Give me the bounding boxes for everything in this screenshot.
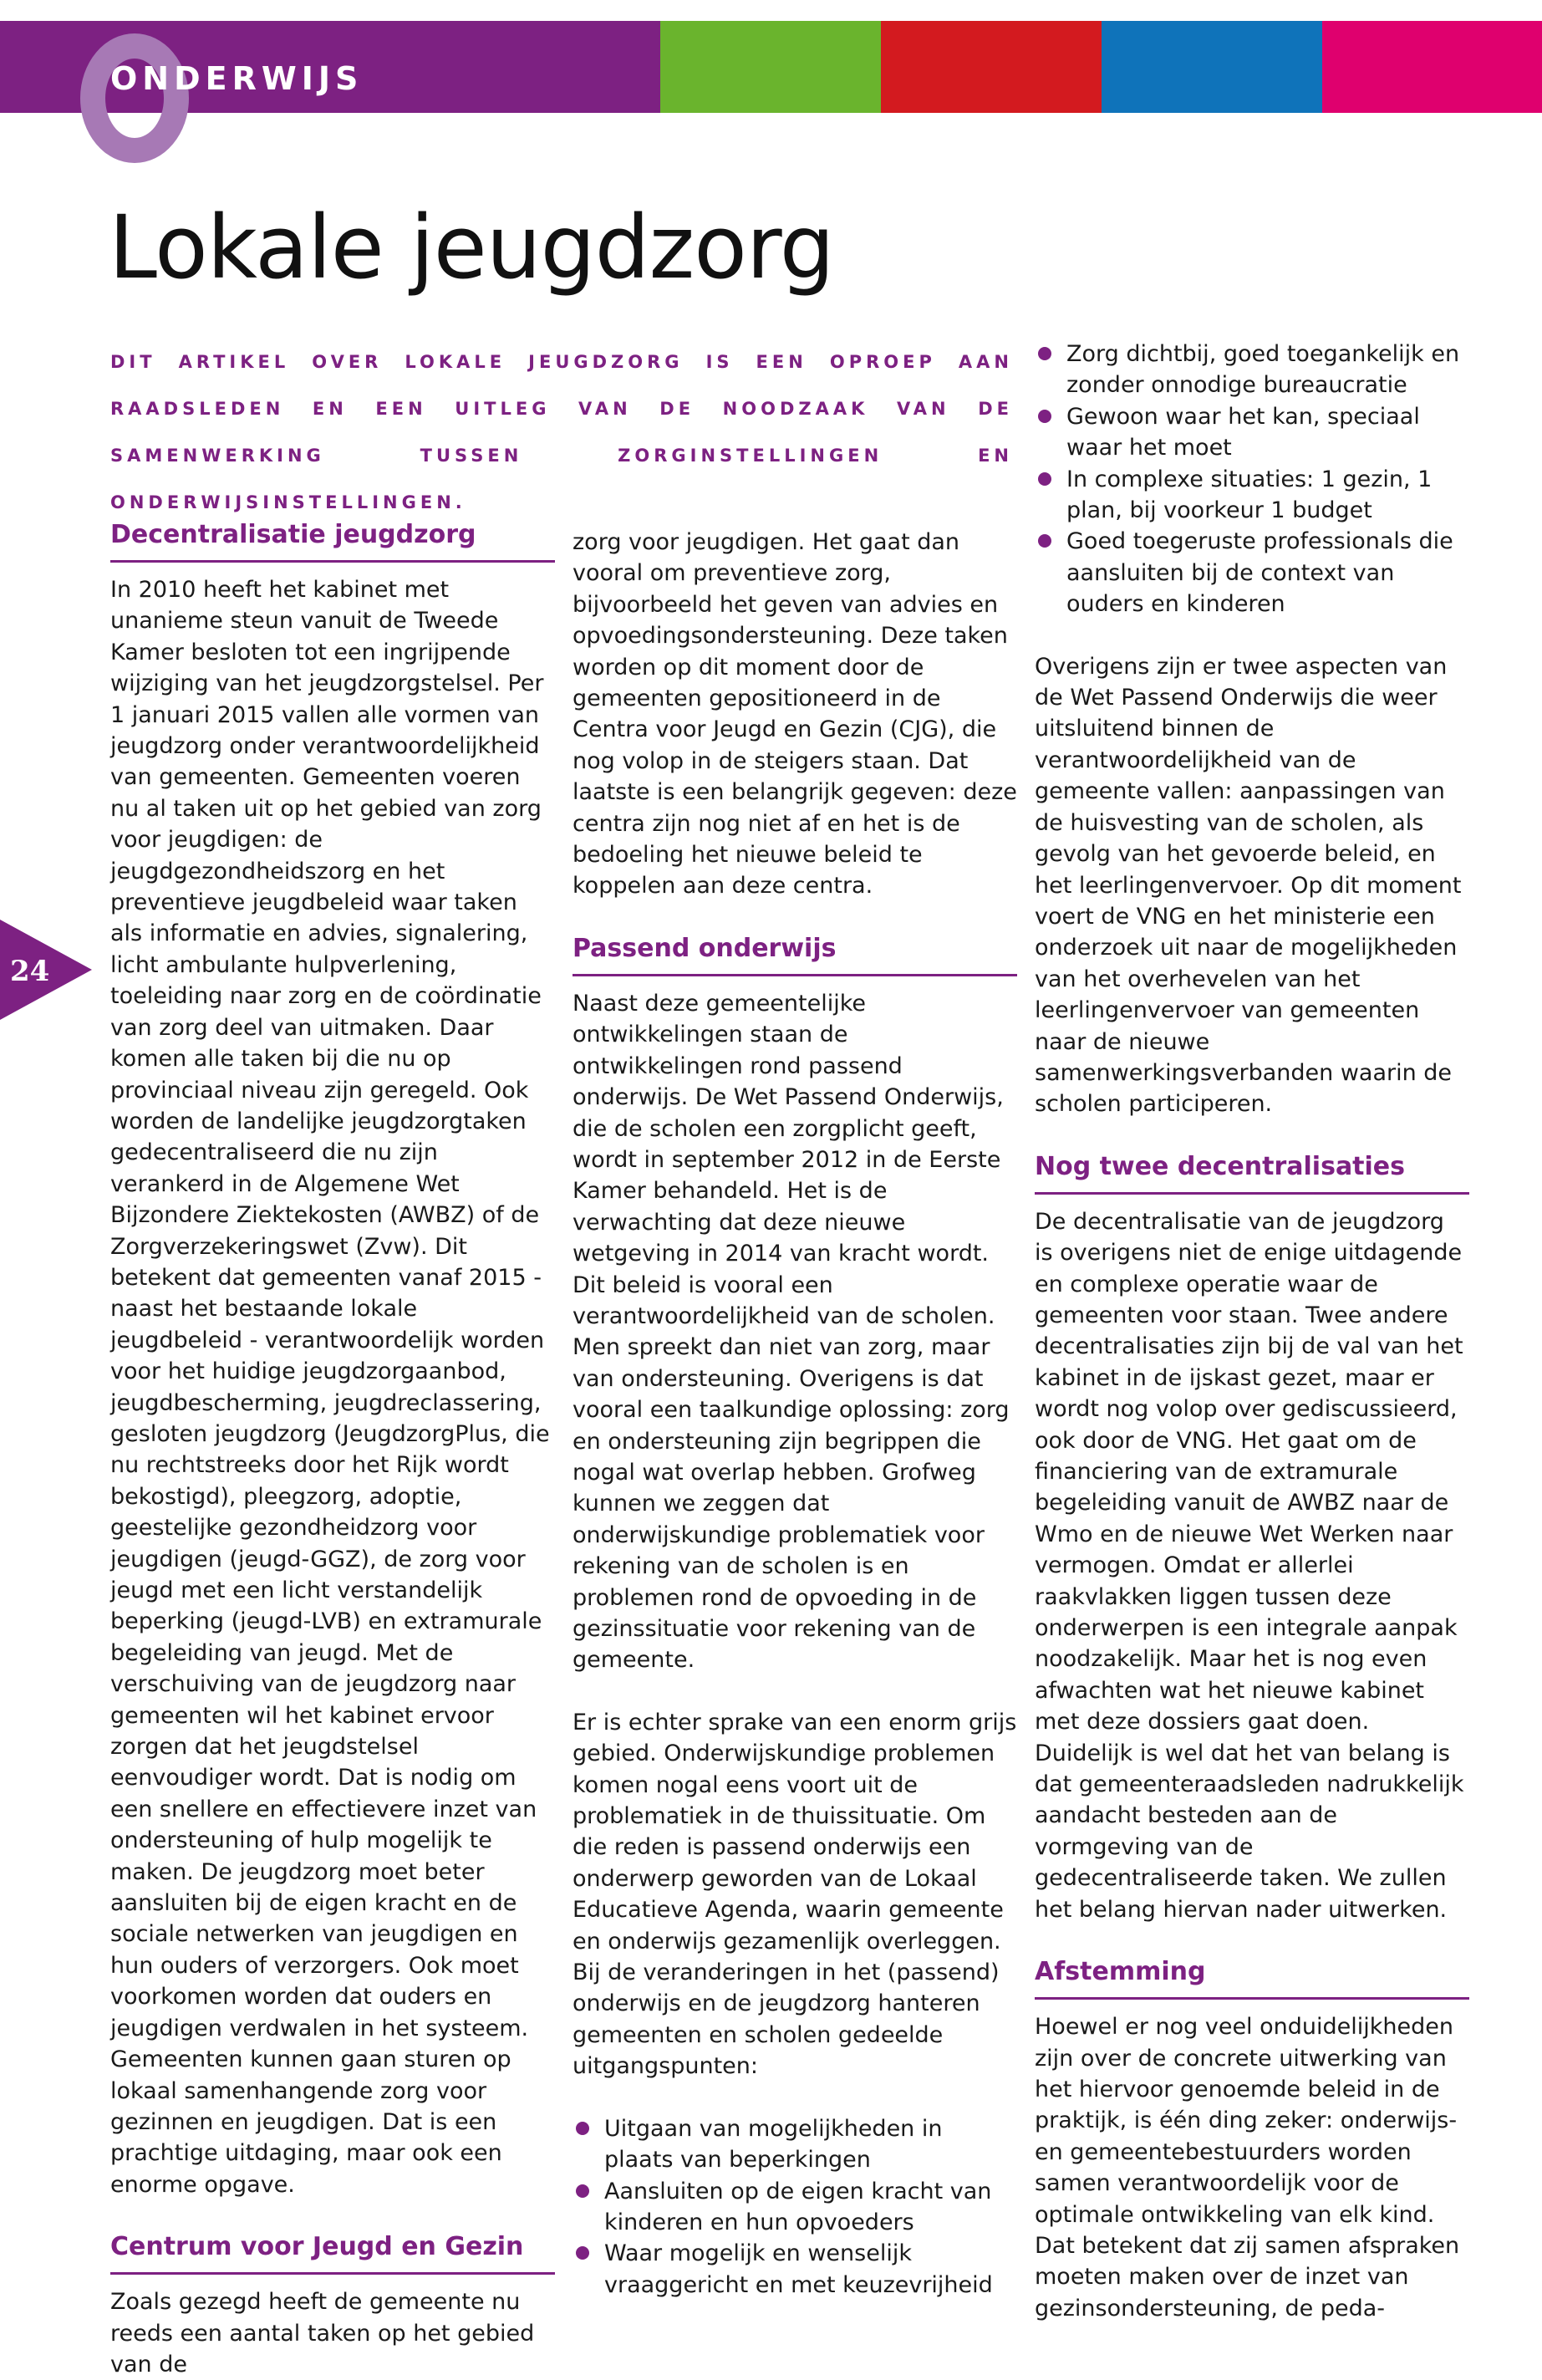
bullet-list (1035, 339, 1469, 620)
page-number: 24 (10, 955, 50, 988)
section-letter-o-icon (80, 33, 189, 163)
intro-lead: DIT ARTIKEL OVER LOKALE JEUGDZORG IS EEN OPROEP AAN RAADSLEDEN EN EEN UITLEG VAN DE NOODZAAK VAN DE SAMENWERKING TUSSEN ZORGINSTELLINGEN EN ONDERWIJSINSTELLINGEN. (110, 352, 1013, 512)
list-item: Aansluiten op de eigen kracht van kinderen en hun opvoeders (573, 2176, 1017, 2239)
column-3 (1035, 339, 1469, 2324)
column-1 (110, 518, 555, 2380)
list-item: Uitgaan van mogelijkheden in plaats van beperkingen (573, 2113, 1017, 2176)
heading-passend-onderwijs: Passend onderwijs (573, 932, 1017, 976)
paragraph: Zoals gezegd heeft de gemeente nu reeds een aantal taken op het gebied van de (110, 2289, 535, 2377)
paragraph: In 2010 heeft het kabinet met unanieme steun vanuit de Tweede Kamer besloten tot een ingrijpende wijziging van het jeugdzorgstelsel. Per 1 januari 2015 vallen alle vormen van jeugdzorg onder verantwoordelijkheid van gemeenten. Gemeenten voeren nu al taken uit op het gebied van zorg voor jeugdigen: de jeugdgezondheidszorg en het preventieve jeugdbeleid waar taken als informatie en advies, signalering, licht ambulante hulpverlening, toeleiding naar zorg en de coördinatie van zorg deel van uitmaken. Daar komen alle taken bij die nu op provinciaal niveau zijn geregeld. Ook worden de landelijke jeugdzorgtaken gedecentraliseerd die nu zijn verankerd in de Algemene Wet Bijzondere Ziektekosten (AWBZ) of de Zorgverzekeringswet (Zvw). Dit betekent dat gemeenten vanaf 2015 - naast het bestaande lokale jeugdbeleid - verantwoordelijk worden voor het huidige jeugdzorgaanbod, jeugdbescherming, jeugdreclassering, gesloten jeugdzorg (JeugdzorgPlus, die nu rechtstreeks door het Rijk wordt bekostigd), pleegzorg, adoptie, geestelijke gezondheidzorg voor jeugdigen (jeugd-GGZ), de zorg voor jeugd met een licht verstandelijk beperking (jeugd-LVB) en extramurale begeleiding van jeugd. Met de verschuiving van de jeugdzorg naar gemeenten wil het kabinet ervoor zorgen dat het jeugdstelsel eenvoudiger wordt. Dat is nodig om een snellere en effectievere inzet van ondersteuning of hulp mogelijk te maken. De jeugdzorg moet beter aansluiten bij de eigen kracht en de sociale netwerken van jeugdigen en hun ouders of verzorgers. Ook moet voorkomen worden dat ouders en jeugdigen verdwalen in het systeem. Gemeenten kunnen gaan sturen op lokaal samenhangende zorg voor gezinnen en jeugdigen. Dat is een prachtige uitdaging, maar ook een enorme opgave. (110, 577, 550, 2198)
paragraph: zorg voor jeugdigen. Het gaat dan vooral om preventieve zorg, bijvoorbeeld het geven van advies en opvoedingsondersteuning. Deze taken worden op dit moment door de gemeenten gepositioneerd in de Centra voor Jeugd en Gezin (CJG), die nog volop in de steigers staan. Dat laatste is een belangrijk gegeven: deze centra zijn nog niet af en het is de bedoeling het nieuwe beleid te koppelen aan deze centra. (573, 529, 1017, 900)
heading-cjg: Centrum voor Jeugd en Gezin (110, 2230, 555, 2275)
article-title: Lokale jeugdzorg (109, 196, 834, 298)
list-item: In complexe situaties: 1 gezin, 1 plan, bij voorkeur 1 budget (1035, 464, 1469, 527)
paragraph: Er is echter sprake van een enorm grijs gebied. Onderwijskundige problemen komen nogal eens voort uit de problematiek in de thuissituatie. Om die reden is passend onderwijs een onderwerp geworden van de Lokaal Educatieve Agenda, waarin gemeente en onderwijs gezamenlijk overleggen. Bij de veranderingen in het (passend) onderwijs en de jeugdzorg hanteren gemeenten en scholen gedeelde uitgangspunten: (573, 1709, 1017, 2080)
band-blue (1102, 21, 1322, 113)
heading-afstemming: Afstemming (1035, 1955, 1469, 2000)
heading-nog-twee: Nog twee decentralisaties (1035, 1150, 1469, 1195)
section-label: ONDERWIJS (110, 60, 364, 97)
list-item: Goed toegeruste professionals die aansluiten bij de context van ouders en kinderen (1035, 526, 1469, 619)
heading-decentralisatie: Decentralisatie jeugdzorg (110, 518, 555, 563)
list-item: Waar mogelijk en wenselijk vraaggericht en met keuzevrijheid (573, 2238, 1017, 2301)
band-green (660, 21, 881, 113)
band-pink (1322, 21, 1542, 113)
band-red (881, 21, 1102, 113)
paragraph: Hoewel er nog veel onduidelijkheden zijn over de concrete uitwerking van het hiervoor genoemde beleid in de praktijk, is één ding zeker: onderwijs- en gemeentebestuurders worden samen verantwoordelijk voor de optimale ontwikkeling van elk kind. Dat betekent dat zij samen afspraken moeten maken over de inzet van gezinsondersteuning, de peda- (1035, 2014, 1460, 2321)
bullet-list (573, 2113, 1017, 2301)
column-2 (573, 527, 1017, 2301)
paragraph: Overigens zijn er twee aspecten van de Wet Passend Onderwijs die weer uitsluitend binnen de verantwoordelijkheid van de gemeente vallen: aanpassingen van de huisvesting van de scholen, als gevolg van het gevoerde beleid, en het leerlingenvervoer. Op dit moment voert de VNG en het ministerie een onderzoek uit naar de mogelijkheden van het overhevelen van het leerlingenvervoer van gemeenten naar de nieuwe samenwerkingsverbanden waarin de scholen participeren. (1035, 653, 1462, 1118)
list-item: Zorg dichtbij, goed toegankelijk en zonder onnodige bureaucratie (1035, 339, 1469, 401)
list-item: Gewoon waar het kan, speciaal waar het moet (1035, 401, 1469, 464)
paragraph: De decentralisatie van de jeugdzorg is overigens niet de enige uitdagende en complexe operatie waar de gemeenten voor staan. Twee andere decentralisaties zijn bij de val van het kabinet in de ijskast gezet, maar er wordt nog volop over gediscussieerd, ook door de VNG. Het gaat om de financiering van de extramurale begeleiding vanuit de AWBZ naar de Wmo en de nieuwe Wet Werken naar vermogen. Omdat er allerlei raakvlakken liggen tussen deze onderwerpen is een integrale aanpak noodzakelijk. Maar het is nog even afwachten wat het nieuwe kabinet met deze dossiers gaat doen. Duidelijk is wel dat het van belang is dat gemeenteraadsleden nadrukkelijk aandacht besteden aan de vormgeving van de gedecentraliseerde taken. We zullen het belang hiervan nader uitwerken. (1035, 1208, 1464, 1923)
paragraph: Naast deze gemeentelijke ontwikkelingen staan de ontwikkelingen rond passend onderwijs. De Wet Passend Onderwijs, die de scholen een zorgplicht geeft, wordt in september 2012 in de Eerste Kamer behandeld. Het is de verwachting dat deze nieuwe wetgeving in 2014 van kracht wordt. Dit beleid is vooral een verantwoordelijkheid van de scholen. Men spreekt dan niet van zorg, maar van ondersteuning. Overigens is dat vooral een taalkundige oplossing: zorg en ondersteuning zijn begrippen die nogal wat overlap hebben. Grofweg kunnen we zeggen dat onderwijskundige problematiek voor rekening van de scholen is en problemen rond de opvoeding in de gezinssituatie voor rekening van de gemeente. (573, 990, 1010, 1674)
